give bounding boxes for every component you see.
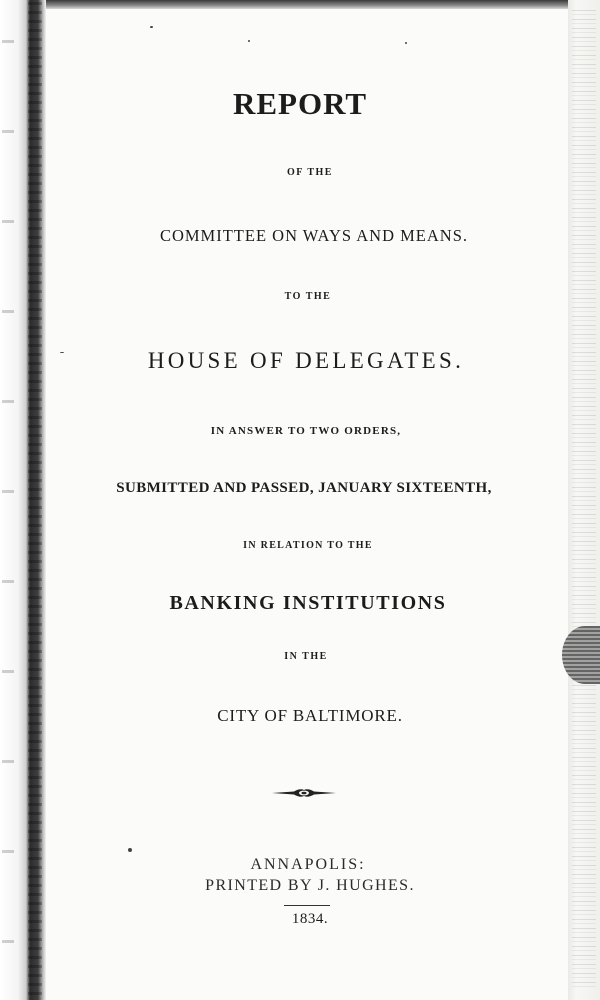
relation-line: IN RELATION TO THE [243,540,373,551]
report-title: REPORT [232,86,368,121]
imprint-rule [284,905,330,906]
answer-line: IN ANSWER TO TWO ORDERS, [210,425,402,437]
imprint-year: 1834. [291,911,329,927]
top-page-edge [0,0,600,9]
of-the-line: OF THE [287,167,333,178]
facing-page-texture [572,10,596,990]
ink-speck [248,40,250,42]
page-edge-marks [2,0,14,1000]
submitted-line: SUBMITTED AND PASSED, JANUARY SIXTEENTH, [116,480,492,496]
ink-speck [128,848,132,852]
house-of-delegates: HOUSE OF DELEGATES. [147,348,465,373]
imprint-place: ANNAPOLIS: [250,856,366,873]
ink-speck [150,26,153,28]
to-the-line: TO THE [284,291,332,302]
imprint-printer: PRINTED BY J. HUGHES. [205,877,415,894]
city-of-baltimore: CITY OF BALTIMORE. [217,706,403,725]
banking-institutions: BANKING INSTITUTIONS [169,592,447,614]
in-the-line: IN THE [284,651,328,662]
decorative-ornament [272,786,336,800]
ink-speck [405,42,407,44]
binding-texture [28,0,42,1000]
committee-name: COMMITTEE ON WAYS AND MEANS. [159,226,469,245]
